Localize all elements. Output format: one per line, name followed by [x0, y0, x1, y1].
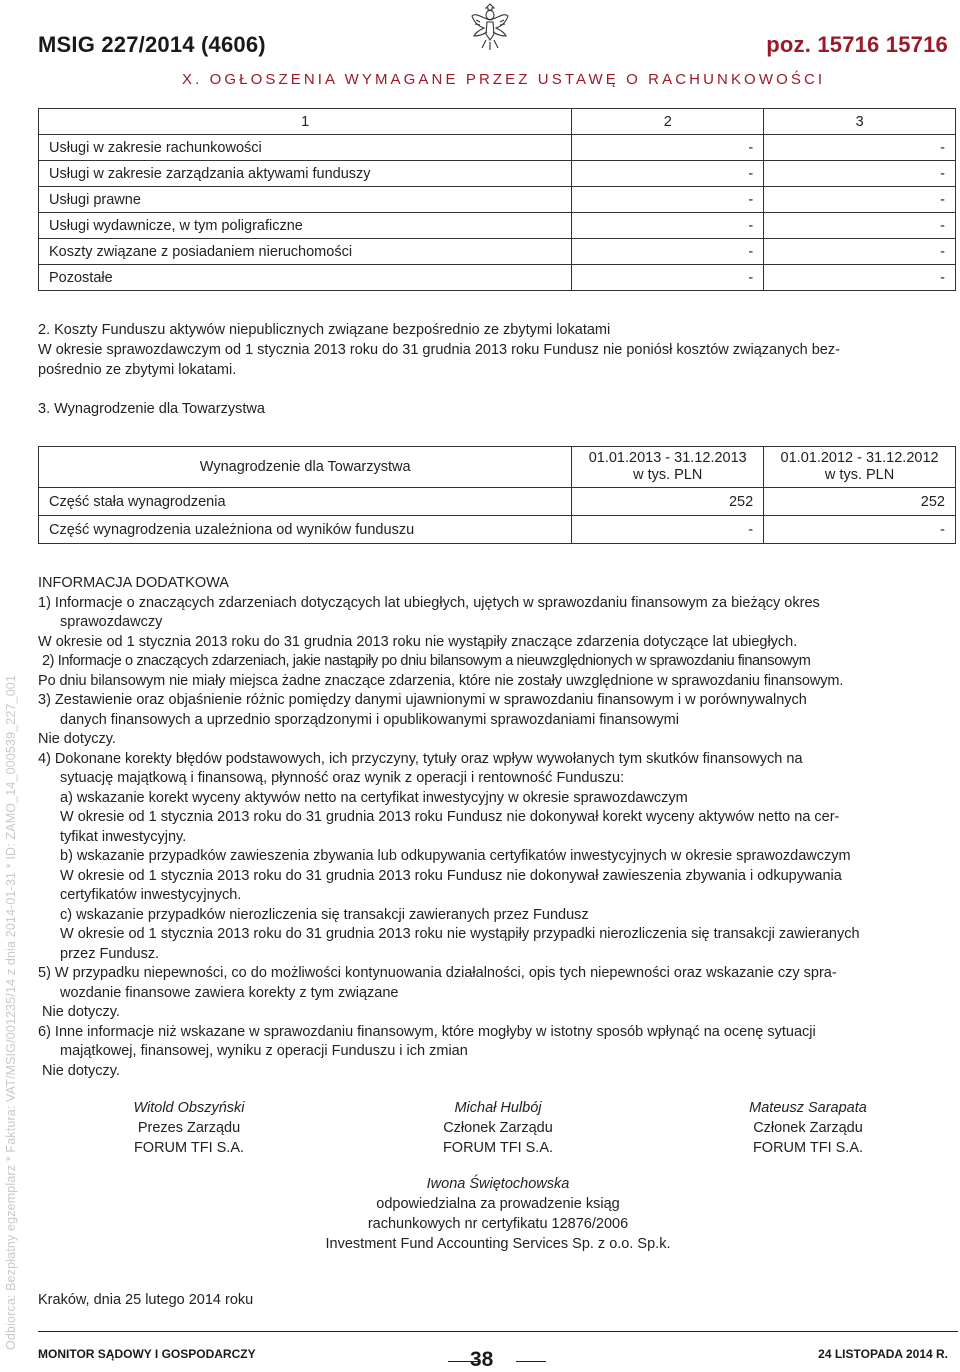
info-line: 6) Inne informacje niż wskazane w sprawozdaniu finansowym, które mogłyby w istotny sposób wpłynąć na ocenę sytuacji	[38, 1024, 816, 1040]
table-cell: -	[764, 161, 956, 187]
table-cell: -	[764, 187, 956, 213]
signatory-company: FORUM TFI S.A.	[442, 1140, 554, 1156]
section2-body-line: W okresie sprawozdawczym od 1 stycznia 2013 roku do 31 grudnia 2013 roku Fundusz nie poniósł kosztów związanych bez-	[38, 342, 840, 358]
issue-number: MSIG 227/2014 (4606)	[38, 32, 266, 57]
table-cell: 252	[572, 488, 764, 516]
info-line: Nie dotyczy.	[38, 731, 116, 747]
table-header-row	[39, 447, 956, 488]
info-line: 1) Informacje o znaczących zdarzeniach dotyczących lat ubiegłych, ujętych w sprawozdaniu finansowym za bieżący okres	[38, 595, 820, 611]
page-number: 38	[470, 1348, 494, 1371]
info-line: wozdanie finansowe zawiera korekty z tym związane	[60, 985, 399, 1001]
info-line: W okresie od 1 stycznia 2013 roku do 31 grudnia 2013 roku nie wystąpiły przypadki nierozliczenia się transakcji zawieranych	[60, 926, 860, 942]
table-row	[39, 516, 956, 544]
remuneration-table	[38, 446, 956, 544]
accountant-name: Iwona Świętochowska	[426, 1176, 570, 1192]
info-line: W okresie od 1 stycznia 2013 roku do 31 grudnia 2013 roku Fundusz nie dokonywał zawieszenia zbywania i odkupywania	[60, 868, 842, 884]
table-cell: -	[572, 135, 764, 161]
info-line: W okresie od 1 stycznia 2013 roku do 31 grudnia 2013 roku nie wystąpiły znaczące zdarzenia dotyczące lat ubiegłych.	[38, 634, 798, 650]
accountant-line: Investment Fund Accounting Services Sp. z o.o. Sp.k.	[325, 1236, 671, 1252]
info-line: Nie dotyczy.	[42, 1063, 120, 1079]
table-header-row	[39, 109, 956, 135]
page-number-rule	[516, 1361, 546, 1362]
table-cell: -	[764, 135, 956, 161]
info-line: 3) Zestawienie oraz objaśnienie różnic pomiędzy danymi ujawnionymi w sprawozdaniu finansowym i w porównywalnych	[38, 692, 807, 708]
info-line: 2) Informacje o znaczących zdarzeniach, jakie nastąpiły po dniu bilansowym a nieuwzględnionych w sprawozdaniu finansowym	[42, 653, 811, 669]
table-cell: -	[572, 213, 764, 239]
signature-block	[708, 1098, 908, 1158]
period-label: 01.01.2013 - 31.12.2013	[588, 450, 747, 466]
signatory-company: FORUM TFI S.A.	[133, 1140, 245, 1156]
table-row	[39, 239, 956, 265]
publication-name: MONITOR SĄDOWY I GOSPODARCZY	[38, 1347, 256, 1361]
table-cell: Koszty związane z posiadaniem nieruchomości	[39, 239, 572, 265]
signatory-role: Członek Zarządu	[443, 1120, 553, 1136]
table-cell: Część wynagrodzenia uzależniona od wyników funduszu	[39, 516, 572, 544]
table-header-cell: 1	[39, 109, 572, 135]
section-title: X. OGŁOSZENIA WYMAGANE PRZEZ USTAWĘ O RACHUNKOWOŚCI	[182, 71, 826, 88]
unit-label: w tys. PLN	[824, 467, 895, 483]
table-cell: -	[572, 161, 764, 187]
info-line: W okresie od 1 stycznia 2013 roku do 31 grudnia 2013 roku Fundusz nie dokonywał korekt wyceny aktywów netto na cer-	[60, 809, 840, 825]
info-line: certyfikatów inwestycyjnych.	[60, 887, 242, 903]
section3-title: 3. Wynagrodzenie dla Towarzystwa	[38, 401, 265, 417]
table-cell: -	[572, 239, 764, 265]
unit-label: w tys. PLN	[633, 467, 703, 483]
position-number: poz. 15716 15716	[766, 32, 948, 57]
signatory-role: Prezes Zarządu	[137, 1120, 241, 1136]
info-line: tyfikat inwestycyjny.	[60, 829, 187, 845]
info-line: b) wskazanie przypadków zawieszenia zbywania lub odkupywania certyfikatów inwestycyjnych w okresie sprawozdawczym	[60, 848, 851, 864]
table-cell: Pozostałe	[39, 265, 572, 291]
info-line: Nie dotyczy.	[42, 1004, 120, 1020]
table-header-cell: Wynagrodzenie dla Towarzystwa	[39, 447, 572, 488]
table-cell: -	[572, 187, 764, 213]
table-cell: -	[764, 239, 956, 265]
signature-block	[89, 1098, 289, 1158]
table-cell: Część stała wynagrodzenia	[39, 488, 572, 516]
table-cell: -	[764, 265, 956, 291]
table-header-cell: 3	[764, 109, 956, 135]
signatory-name: Witold Obszyński	[133, 1100, 245, 1116]
info-line: majątkowej, finansowej, wyniku z operacji Funduszu i ich zmian	[60, 1043, 468, 1059]
info-line: przez Fundusz.	[60, 946, 160, 962]
section2-title: 2. Koszty Funduszu aktywów niepublicznych związane bezpośrednio ze zbytymi lokatami	[38, 322, 611, 338]
accountant-block	[248, 1174, 748, 1254]
table-header-cell	[764, 447, 956, 488]
section2-body-line: pośrednio ze zbytymi lokatami.	[38, 362, 237, 378]
recipient-watermark: Odbiorca: Bezpłatny egzemplarz * Faktura: VAT/MSIG/001235/14 z dnia 2014-01-31 * ID: ZAMO_14_000539_227_001	[4, 674, 18, 1350]
table-cell: -	[572, 516, 764, 544]
signatory-company: FORUM TFI S.A.	[752, 1140, 864, 1156]
signatory-role: Członek Zarządu	[753, 1120, 863, 1136]
info-line: danych finansowych a uprzednio sporządzonymi i opublikowanymi sprawozdaniami finansowymi	[60, 712, 679, 728]
info-line: sprawozdawczy	[60, 614, 163, 630]
info-title: INFORMACJA DODATKOWA	[38, 575, 229, 591]
table-cell: 252	[764, 488, 956, 516]
table-row	[39, 161, 956, 187]
info-line: 4) Dokonane korekty błędów podstawowych, ich przyczyny, tytuły oraz wpływ wywołanych tym skutków finansowych na	[38, 751, 803, 767]
signatory-name: Michał Hulbój	[454, 1100, 542, 1116]
table-row	[39, 265, 956, 291]
publication-date: 24 LISTOPADA 2014 R.	[818, 1347, 948, 1361]
table-cell: -	[764, 213, 956, 239]
table-row	[39, 187, 956, 213]
accountant-line: rachunkowych nr certyfikatu 12876/2006	[367, 1216, 629, 1232]
accountant-line: odpowiedzialna za prowadzenie ksiąg	[376, 1196, 620, 1212]
costs-table	[38, 108, 956, 291]
info-line: Po dniu bilansowym nie miały miejsca żadne znaczące zdarzenia, które nie zostały uwzględnione w sprawozdaniu finansowym.	[38, 673, 844, 689]
table-cell: -	[764, 516, 956, 544]
signatory-name: Mateusz Sarapata	[749, 1100, 867, 1116]
eagle-emblem-icon	[470, 2, 510, 52]
info-line: 5) W przypadku niepewności, co do możliwości kontynuowania działalności, opis tych niepewności oraz wskazanie czy spra-	[38, 965, 837, 981]
table-cell: Usługi w zakresie zarządzania aktywami funduszy	[39, 161, 572, 187]
period-label: 01.01.2012 - 31.12.2012	[780, 450, 939, 466]
table-cell: Usługi w zakresie rachunkowości	[39, 135, 572, 161]
table-cell: -	[572, 265, 764, 291]
table-cell: Usługi prawne	[39, 187, 572, 213]
place-date: Kraków, dnia 25 lutego 2014 roku	[38, 1292, 254, 1308]
table-header-cell: 2	[572, 109, 764, 135]
table-row	[39, 213, 956, 239]
table-cell: Usługi wydawnicze, w tym poligraficzne	[39, 213, 572, 239]
info-line: sytuację majątkową i finansową, płynność oraz wynik z operacji i rentowność Funduszu:	[60, 770, 625, 786]
footer-divider	[38, 1331, 958, 1332]
table-header-cell	[572, 447, 764, 488]
info-line: c) wskazanie przypadków nierozliczenia się transakcji zawieranych przez Fundusz	[60, 907, 589, 923]
signature-block	[398, 1098, 598, 1158]
table-row	[39, 135, 956, 161]
info-line: a) wskazanie korekt wyceny aktywów netto na certyfikat inwestycyjny w okresie sprawozdawczym	[60, 790, 688, 806]
table-row	[39, 488, 956, 516]
